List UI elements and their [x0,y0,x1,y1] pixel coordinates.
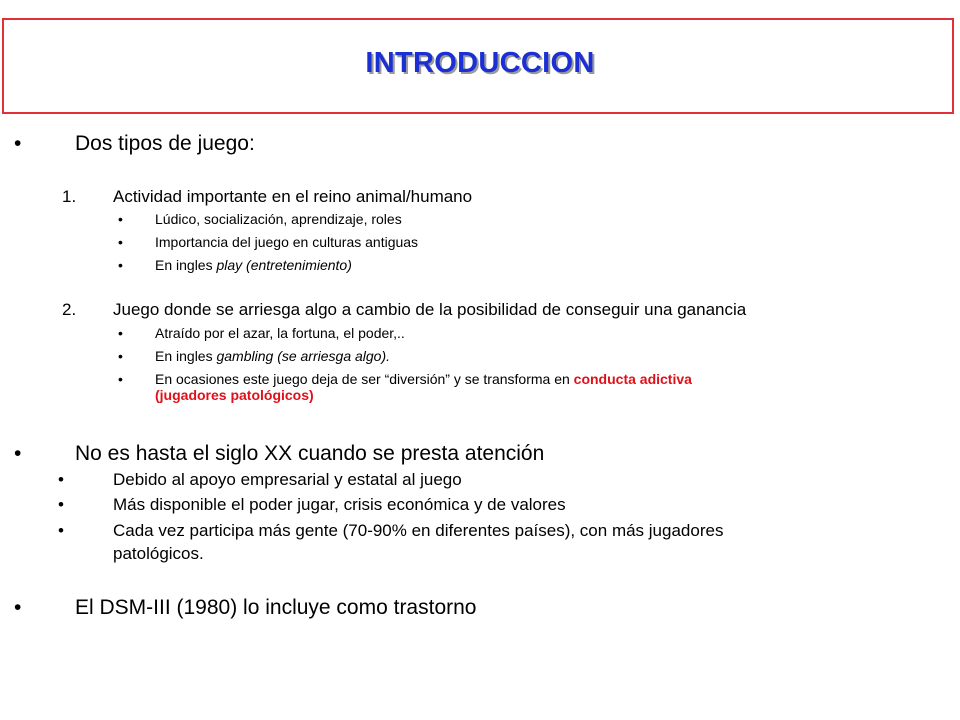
bullet: • [118,257,123,273]
list-number: 2. [62,300,77,319]
sub-item: Atraído por el azar, la fortuna, el poder,.. [155,325,405,341]
bullet: • [14,132,22,155]
sub-item: En ocasiones este juego deja de ser “diversión” y se transforma en conducta adictiva [155,371,692,387]
bullet: • [14,442,22,465]
bullet: • [118,211,123,227]
section-heading: Dos tipos de juego: [75,132,255,155]
section-heading: No es hasta el siglo XX cuando se presta atención [75,442,545,465]
section-heading: El DSM-III (1980) lo incluye como trastorno [75,596,477,619]
list-item: Debido al apoyo empresarial y estatal al juego [113,470,462,489]
list-number: 1. [62,187,77,206]
list-item: Más disponible el poder jugar, crisis económica y de valores [113,495,566,514]
list-item: Actividad importante en el reino animal/humano [113,187,473,206]
slide-title: INTRODUCCION [365,47,595,79]
bullet: • [118,234,123,250]
bullet: • [118,371,123,387]
bullet: • [58,470,64,489]
sub-item: En ingles gambling (se arriesga algo). [155,348,391,364]
sub-item: Importancia del juego en culturas antiguas [155,234,419,250]
sub-item: En ingles play (entretenimiento) [155,257,352,273]
bullet: • [14,596,22,619]
bullet: • [118,348,123,364]
highlight-text: (jugadores patológicos) [155,387,314,403]
list-item: Cada vez participa más gente (70-90% en diferentes países), con más jugadores [113,521,724,540]
list-item: patológicos. [113,544,204,563]
list-item: Juego donde se arriesga algo a cambio de la posibilidad de conseguir una ganancia [113,300,747,319]
bullet: • [58,495,64,514]
sub-item: Lúdico, socialización, aprendizaje, roles [155,211,402,227]
highlight-text: conducta adictiva [573,371,692,387]
bullet: • [58,521,64,540]
bullet: • [118,325,123,341]
